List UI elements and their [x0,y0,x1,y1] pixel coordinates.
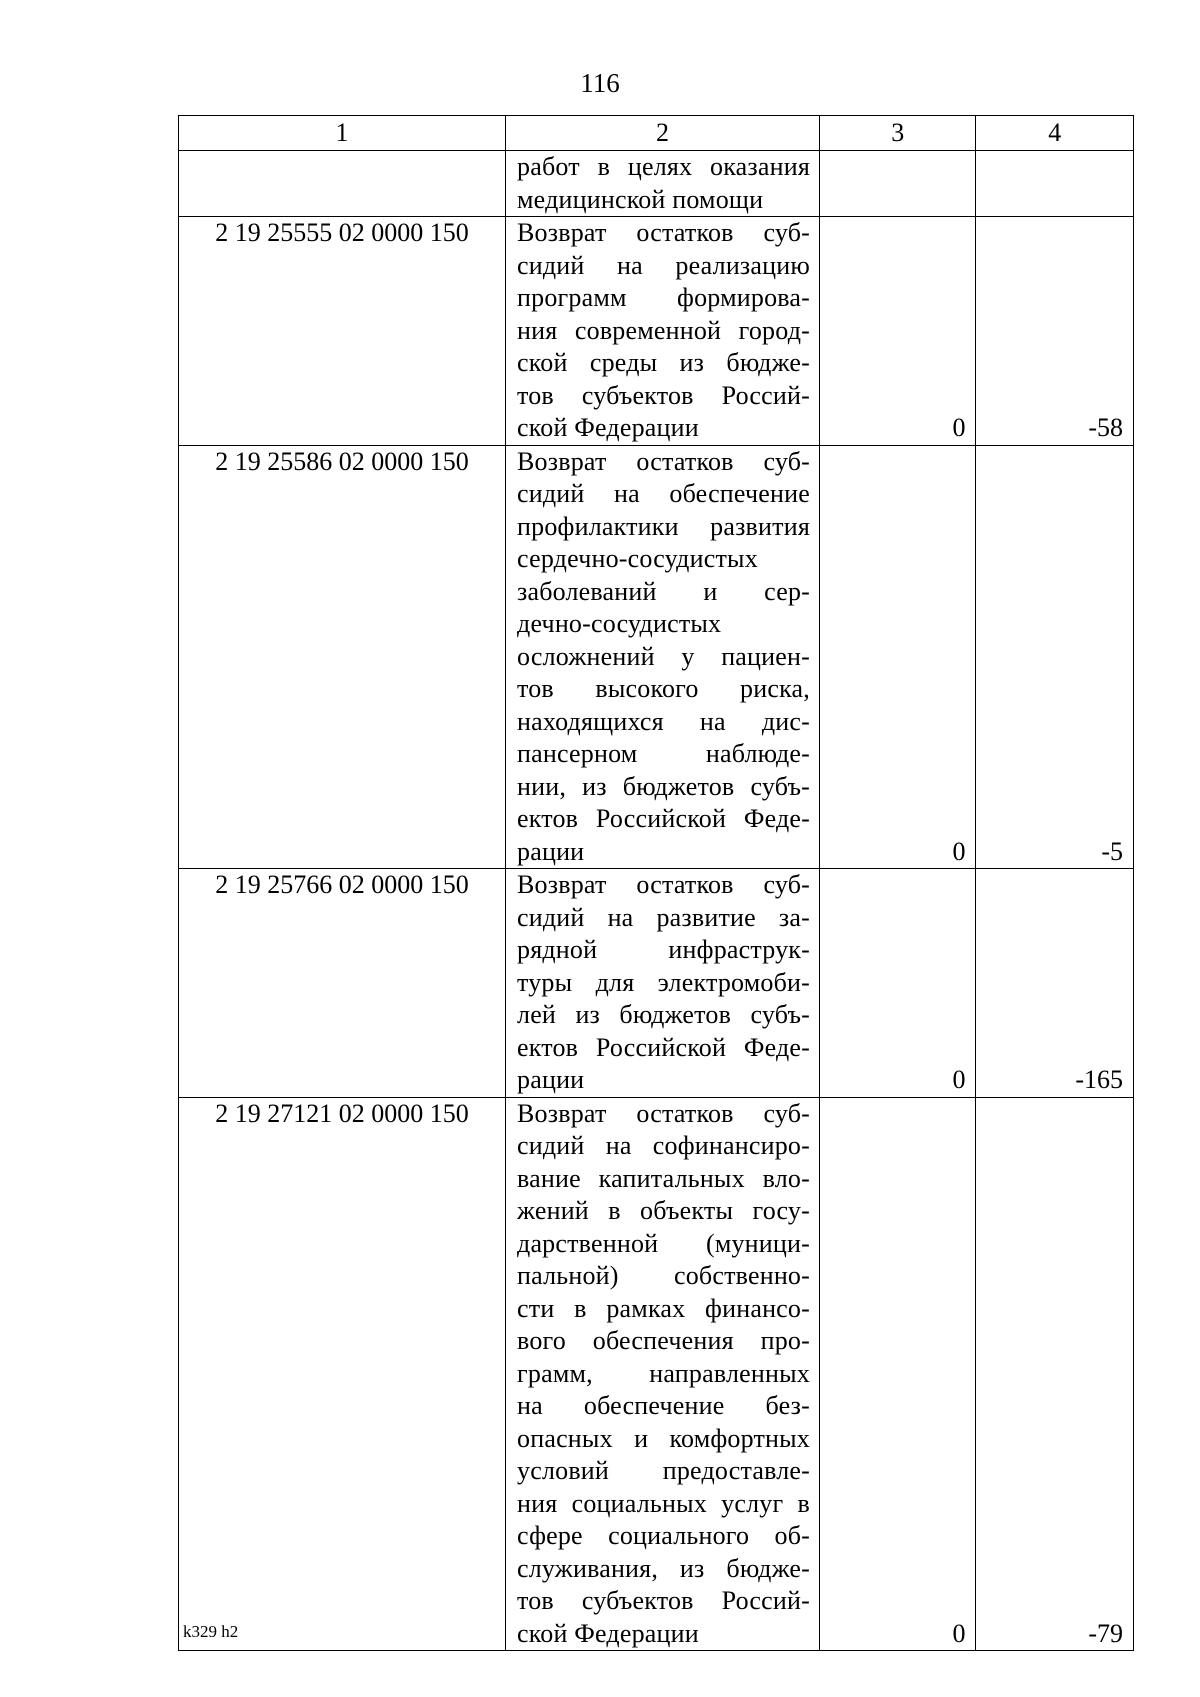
row-name-line: сидий на развитие за- [517,902,810,932]
table-row [179,869,1134,1098]
row-name-line: сердечно-сосудистых [517,544,758,573]
row-value-col3 [820,151,976,217]
row-value-col3: 0 [820,445,976,869]
row-name-line: ния социальных услуг в [517,1488,810,1518]
row-name-line: сфере социального об- [517,1521,810,1550]
row-code: 2 19 25766 02 0000 150 [179,869,506,1098]
row-name-line: жений в объекты госу- [517,1196,810,1225]
row-value-col3: 0 [820,869,976,1098]
row-name-line: на обеспечение без- [517,1391,810,1420]
header-col-3: 3 [820,116,976,151]
row-name-line: профилактики развития [517,511,810,541]
row-name-line: ния современной город- [517,315,810,345]
row-name-line: лей из бюджетов субъ- [517,1000,810,1029]
row-name [506,869,820,1098]
row-name-line: ской Федерации [517,413,699,442]
row-name-line: сти в рамках финансо- [517,1293,810,1323]
row-name-line: рации [517,1065,585,1094]
table-row [179,1097,1134,1651]
row-name-line: программ формирова- [517,283,810,312]
row-name [506,1097,820,1651]
budget-table [178,115,1134,1651]
page-number: 116 [580,68,620,98]
row-name-line: Возврат остатков суб- [517,218,810,247]
row-name-line: рядной инфраструк- [517,935,810,964]
row-value-col4: -79 [976,1097,1134,1651]
row-name-line: рации [517,836,585,866]
row-name-line: тов субъектов Россий- [517,380,810,410]
table-body [179,151,1134,1651]
row-name-line: пансерном наблюде- [517,739,810,768]
row-name-line: ской Федерации [517,1618,699,1648]
row-name [506,151,820,217]
row-code: 2 19 27121 02 0000 150 [179,1097,506,1651]
header-col-1: 1 [179,116,506,151]
row-name-line: заболеваний и сер- [517,576,810,606]
row-value-col4: -5 [976,445,1134,869]
row-value-col3: 0 [820,217,976,446]
row-name-line: вание капитальных вло- [517,1163,810,1193]
row-name-line: опасных и комфортных [517,1423,810,1453]
row-name-line: сидий на обеспечение [517,479,810,508]
table-row [179,445,1134,869]
row-name-line: дечно-сосудистых [517,609,722,638]
row-name-line: условий предоставле- [517,1456,810,1485]
row-name-line: Возврат остатков суб- [517,1098,810,1128]
header-col-2: 2 [506,116,820,151]
row-value-col4: -165 [976,869,1134,1098]
row-name-line: ектов Российской Феде- [517,804,810,833]
row-value-col4: -58 [976,217,1134,446]
row-name-line: грамм, направленных [517,1358,810,1388]
row-name-line: служивания, из бюдже- [517,1553,810,1583]
row-name-line: Возврат остатков суб- [517,446,810,476]
table-row [179,151,1134,217]
row-value-col4 [976,151,1134,217]
row-name-line: ектов Российской Феде- [517,1032,810,1062]
row-name-line: тов высокого риска, [517,674,810,703]
row-name [506,217,820,446]
row-name-line: медицинской помощи [517,184,764,214]
row-name [506,445,820,869]
row-name-line: нии, из бюджетов субъ- [517,771,810,801]
row-name-line: туры для электромоби- [517,967,810,997]
row-name-line: находящихся на дис- [517,706,810,736]
table-header-row [179,116,1134,151]
row-name-line: сидий на софинансиро- [517,1131,810,1160]
footer-code: k329 h2 [183,1622,239,1641]
row-name-line: тов субъектов Россий- [517,1586,810,1615]
row-name-line: вого обеспечения про- [517,1326,810,1355]
row-name-line: сидий на реализацию [517,250,810,280]
row-name-line: пальной) собственно- [517,1261,810,1290]
row-code [179,151,506,217]
row-name-line: работ в целях оказания [517,152,810,181]
row-code: 2 19 25586 02 0000 150 [179,445,506,869]
header-col-4: 4 [976,116,1134,151]
row-name-line: ской среды из бюдже- [517,348,810,377]
table-row [179,217,1134,446]
row-code: 2 19 25555 02 0000 150 [179,217,506,446]
row-name-line: осложнений у пациен- [517,641,810,671]
row-name-line: дарственной (муници- [517,1228,810,1258]
row-value-col3: 0 [820,1097,976,1651]
row-name-line: Возврат остатков суб- [517,870,810,899]
